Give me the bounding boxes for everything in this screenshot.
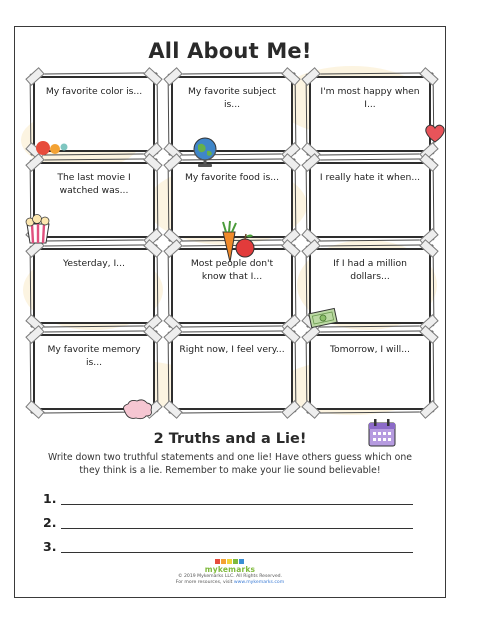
prompt-text: Right now, I feel very... <box>179 344 285 355</box>
write-line <box>61 528 413 529</box>
brand-name: mykemarks <box>204 565 256 574</box>
prompt-grid <box>27 70 437 405</box>
answer-line[interactable] <box>43 539 413 555</box>
brand-logo-icon <box>215 557 245 565</box>
carrot-apple-icon <box>217 220 257 264</box>
line-number: 2. <box>43 515 57 530</box>
prompt-text: My favorite subject is... <box>187 86 276 110</box>
prompt-text: If I had a million dollars... <box>333 258 407 282</box>
heart-icon <box>423 122 447 144</box>
page-title: All About Me! <box>148 39 312 63</box>
section-title: 2 Truths and a Lie! <box>153 431 307 447</box>
prompt-card <box>309 334 431 410</box>
write-line <box>61 504 413 505</box>
prompt-card <box>171 76 293 152</box>
prompt-card <box>33 248 155 324</box>
write-line <box>61 552 413 553</box>
money-icon <box>307 306 339 330</box>
prompt-card <box>309 76 431 152</box>
worksheet-page <box>14 26 446 598</box>
section-instructions <box>45 451 415 477</box>
prompt-text: The last movie I watched was... <box>57 172 131 196</box>
line-number: 3. <box>43 539 57 554</box>
prompt-text: My favorite memory is... <box>47 344 141 368</box>
prompt-text: My favorite food is... <box>184 172 280 183</box>
prompt-text: I really hate it when... <box>319 172 421 183</box>
copyright-text: © 2019 Mykemarks LLC. All Rights Reserved. <box>177 574 283 579</box>
prompt-card <box>309 162 431 238</box>
website-link[interactable]: www.mykemarks.com <box>233 580 285 585</box>
line-number: 1. <box>43 491 57 506</box>
prompt-text: Most people don't know that I... <box>190 258 274 282</box>
prompt-text: My favorite color is... <box>45 86 143 97</box>
thought-cloud-icon <box>119 398 155 422</box>
prompt-text: I'm most happy when I... <box>320 86 420 110</box>
instructions-line: they think is a lie. Remember to make your lie sound believable! <box>79 465 381 476</box>
prompt-text: Tomorrow, I will... <box>330 344 410 355</box>
popcorn-icon <box>21 214 55 244</box>
prompt-card <box>171 334 293 410</box>
footer <box>15 557 445 586</box>
paint-dots-icon <box>33 138 73 158</box>
more-resources <box>15 580 445 586</box>
answer-line[interactable] <box>43 491 413 507</box>
answer-line[interactable] <box>43 515 413 531</box>
more-prefix: For more resources, visit <box>175 580 233 585</box>
instructions-line: Write down two truthful statements and one lie! Have others guess which one <box>48 452 412 463</box>
globe-icon <box>191 136 221 168</box>
prompt-text: Yesterday, I... <box>63 258 125 269</box>
